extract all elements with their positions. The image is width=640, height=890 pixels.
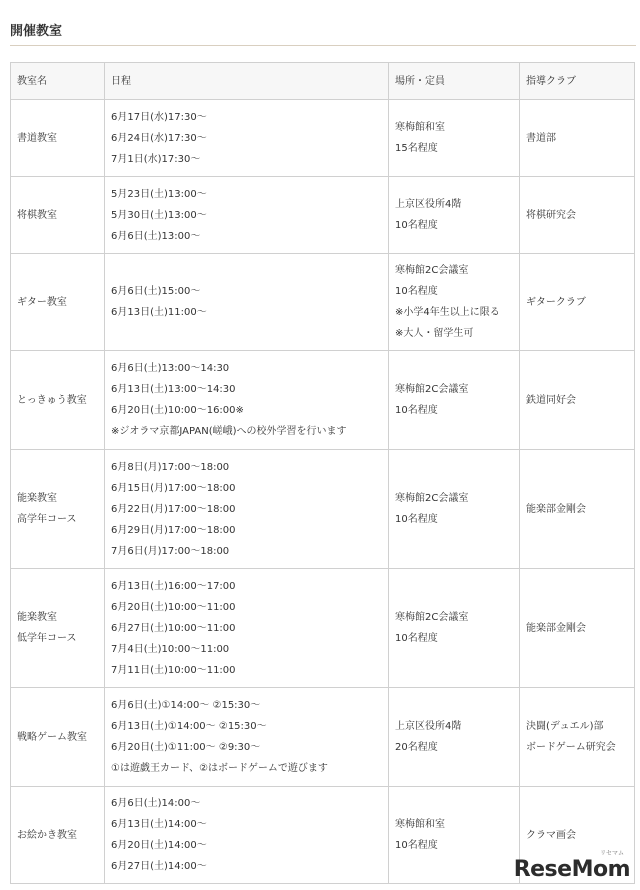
cell-schedule-line: 6月20日(土)14:00～: [111, 840, 207, 851]
cell-classroom-line: 能楽教室: [17, 493, 57, 504]
schedule-table: [10, 62, 635, 884]
cell-schedule: [105, 254, 389, 351]
cell-club-line: 能楽部金剛会: [526, 503, 586, 515]
cell-schedule-line: 5月30日(土)13:00～: [111, 209, 207, 221]
cell-schedule-line: 7月6日(月)17:00～18:00: [111, 545, 230, 557]
cell-schedule-line: 6月6日(土)①14:00～ ②15:30～: [111, 700, 261, 711]
table-body: [11, 100, 635, 884]
cell-schedule-line: 6月27日(土)14:00～: [111, 861, 207, 872]
cell-club-line: ギタークラブ: [526, 296, 586, 308]
cell-schedule-line: 6月8日(月)17:00～18:00: [111, 461, 230, 473]
cell-place-line: 寒梅館2C会議室: [395, 384, 469, 395]
cell-place-line: 20名程度: [395, 742, 438, 753]
cell-schedule: [105, 351, 389, 450]
cell-classroom-line: 戦略ゲーム教室: [17, 731, 87, 743]
header-schedule: 日程: [105, 63, 389, 100]
table-row: [11, 569, 635, 688]
cell-schedule: [105, 450, 389, 569]
cell-place: [389, 351, 520, 450]
cell-place-line: 寒梅館2C会議室: [395, 612, 469, 623]
cell-place-line: 上京区役所4階: [395, 199, 462, 210]
table-row: [11, 688, 635, 787]
cell-classroom: [11, 569, 105, 688]
resemom-logo: ReseMom: [513, 857, 630, 882]
cell-schedule-line: 6月6日(土)13:00～14:30: [111, 363, 230, 374]
header-club: 指導クラブ: [520, 63, 635, 100]
cell-classroom-line: 高学年コース: [17, 514, 77, 525]
cell-classroom: [11, 100, 105, 177]
cell-classroom-line: 能楽教室: [17, 612, 57, 623]
cell-schedule-line: 7月1日(水)17:30～: [111, 153, 201, 165]
cell-place-line: 10名程度: [395, 840, 438, 851]
cell-place: [389, 569, 520, 688]
cell-schedule-line: 6月13日(土)①14:00～ ②15:30～: [111, 721, 267, 732]
table-header-row: [11, 63, 635, 100]
cell-schedule-line: 6月13日(土)11:00～: [111, 307, 207, 318]
cell-schedule-line: ①は遊戯王カード、②はボードゲームで遊びます: [111, 763, 328, 774]
cell-schedule-line: 5月23日(土)13:00～: [111, 188, 207, 200]
cell-club: [520, 450, 635, 569]
cell-schedule: [105, 787, 389, 884]
cell-club: [520, 351, 635, 450]
cell-club-line: 決闘(デュエル)部: [526, 721, 604, 732]
cell-schedule-line: 7月4日(土)10:00～11:00: [111, 643, 230, 655]
cell-schedule-line: 7月11日(土)10:00～11:00: [111, 664, 236, 676]
table-row: [11, 254, 635, 351]
cell-schedule-line: 6月13日(土)16:00～17:00: [111, 580, 236, 592]
cell-schedule: [105, 100, 389, 177]
cell-place-line: 寒梅館2C会議室: [395, 265, 469, 276]
table-row: [11, 100, 635, 177]
watermark-sub: リセマム: [600, 850, 624, 857]
cell-schedule-line: 6月6日(土)14:00～: [111, 798, 201, 809]
cell-schedule: [105, 688, 389, 787]
cell-place-line: 寒梅館和室: [395, 122, 445, 133]
cell-classroom-line: ギター教室: [17, 296, 67, 308]
cell-classroom: [11, 787, 105, 884]
page-title: 開催教室: [10, 24, 63, 39]
cell-place-line: 寒梅館2C会議室: [395, 493, 469, 504]
table-row: [11, 351, 635, 450]
cell-club-line: ボードゲーム研究会: [526, 742, 616, 753]
cell-place-line: 15名程度: [395, 143, 438, 154]
cell-classroom: [11, 177, 105, 254]
cell-classroom-line: とっきゅう教室: [17, 394, 87, 406]
cell-place-line: 10名程度: [395, 514, 438, 525]
cell-classroom-line: お絵かき教室: [17, 829, 77, 841]
cell-schedule-line: 6月29日(月)17:00～18:00: [111, 524, 236, 536]
cell-place-line: 寒梅館和室: [395, 819, 445, 830]
cell-schedule-line: 6月15日(月)17:00～18:00: [111, 482, 236, 494]
cell-schedule-line: 6月6日(土)13:00～: [111, 230, 201, 242]
cell-club-line: 将棋研究会: [526, 209, 576, 221]
cell-schedule-line: 6月20日(土)①11:00～ ②9:30～: [111, 742, 261, 753]
cell-place: [389, 100, 520, 177]
cell-schedule-line: 6月13日(土)14:00～: [111, 819, 207, 830]
cell-club: [520, 688, 635, 787]
cell-schedule-line: 6月20日(土)10:00～11:00: [111, 601, 236, 613]
cell-place-line: 10名程度: [395, 220, 438, 231]
cell-place-line: 10名程度: [395, 405, 438, 416]
cell-schedule: [105, 177, 389, 254]
cell-place-line: ※小学4年生以上に限る: [395, 307, 500, 318]
cell-classroom: [11, 688, 105, 787]
cell-schedule-line: 6月17日(水)17:30～: [111, 111, 207, 123]
cell-club-line: 能楽部金剛会: [526, 622, 586, 634]
cell-classroom-line: 低学年コース: [17, 633, 77, 644]
cell-schedule-line: 6月24日(水)17:30～: [111, 132, 207, 144]
cell-classroom-line: 書道教室: [17, 132, 57, 144]
cell-club: [520, 254, 635, 351]
cell-schedule-line: 6月6日(土)15:00～: [111, 286, 201, 297]
cell-club: [520, 177, 635, 254]
cell-classroom-line: 将棋教室: [17, 209, 57, 221]
table-row: [11, 177, 635, 254]
cell-schedule: [105, 569, 389, 688]
cell-classroom: [11, 351, 105, 450]
cell-place-line: 10名程度: [395, 286, 438, 297]
title-divider: [10, 45, 636, 46]
cell-club-line: 鉄道同好会: [526, 394, 576, 406]
table-row: [11, 450, 635, 569]
header-classroom: 教室名: [11, 63, 105, 100]
cell-classroom: [11, 254, 105, 351]
cell-place: [389, 254, 520, 351]
cell-place: [389, 450, 520, 569]
cell-club-line: 書道部: [526, 132, 556, 144]
cell-classroom: [11, 450, 105, 569]
cell-place-line: 上京区役所4階: [395, 721, 462, 732]
cell-schedule-line: 6月22日(月)17:00～18:00: [111, 503, 236, 515]
cell-schedule-line: 6月27日(土)10:00～11:00: [111, 622, 236, 634]
cell-club: [520, 569, 635, 688]
cell-schedule-line: 6月20日(土)10:00～16:00※: [111, 405, 244, 416]
cell-schedule-line: 6月13日(土)13:00～14:30: [111, 384, 236, 395]
cell-place-line: ※大人・留学生可: [395, 328, 474, 339]
cell-place-line: 10名程度: [395, 633, 438, 644]
cell-place: [389, 177, 520, 254]
cell-place: [389, 688, 520, 787]
cell-club: [520, 100, 635, 177]
cell-schedule-line: ※ジオラマ京都JAPAN(嵯峨)への校外学習を行います: [111, 426, 347, 437]
header-place-capacity: 場所・定員: [389, 63, 520, 100]
cell-place: [389, 787, 520, 884]
cell-club-line: クラマ画会: [526, 829, 576, 841]
